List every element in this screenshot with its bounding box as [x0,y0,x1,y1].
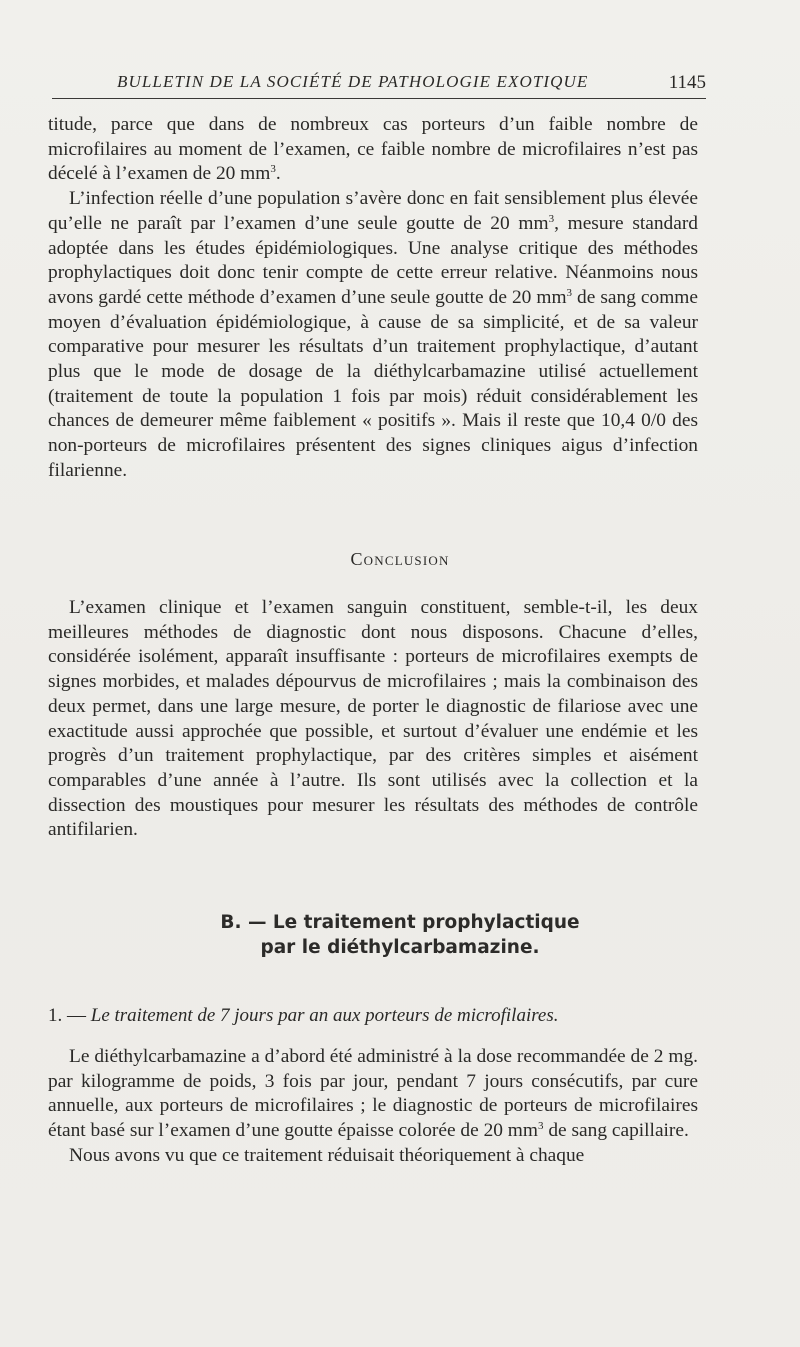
paragraph-1-text: titude, parce que dans de nombreux cas porteurs d’un faible nombre de microfilaires au moment de l’examen, ce faible nombre de microfilaires n’est pas décelé à l’examen de 20 mm [48,114,698,185]
paragraph-2-text-c: de sang comme moyen d’évaluation épidémiologique, à cause de sa simplicité, et de sa valeur comparative pour mesurer les résultats d’un traitement prophylactique, d’autant plus que le mode de dosage de la diéthylcarbamazine utilisé actuellement (traitement de toute la population 1 fois par mois) réduit considérablement les chances de demeurer même faiblement « positifs ». Mais il reste que 10,4 0/0 des non-porteurs de microfilaires présentent des signes cliniques aigus d’infection filarienne. [48,286,698,481]
superscript: 3 [537,1120,544,1133]
page-number: 1145 [668,72,706,93]
section-b-line-2: par le diéthylcarbamazine. [260,937,540,958]
running-title: BULLETIN DE LA SOCIÉTÉ DE PATHOLOGIE EXOTIQUE [117,72,589,91]
superscript: 3 [548,212,555,225]
header-rule [52,98,706,99]
subsection-1-heading [48,1003,698,1029]
superscript: 3 [566,286,573,299]
conclusion-paragraph: L’examen clinique et l’examen sanguin constituent, semble-t-il, les deux meilleures méthodes de diagnostic dont nous disposons. Chacune d’elles, considérée isolément, apparaît insuffisante : porteurs de microfilaires exempts de signes morbides, et malades dépourvus de microfilaires ; mais la combinaison des deux permet, dans une large mesure, de porter le diagnostic de filariose avec une exactitude aussi approchée que possible, et surtout d’évaluer une endémie et les progrès d’un traitement prophylactique, par des critères simples et aisément comparables d’une année à l’autre. Ils sont utilisés avec la collection et la dissection des moustiques pour mesurer les résultats des méthodes de contrôle antifilarien. [48,597,698,841]
body-text-top [48,113,698,484]
section-b-line-1: B. — Le traitement prophylactique [220,912,580,933]
paragraph-1 [48,113,698,187]
body-text-bottom [48,1045,698,1169]
paragraph-2 [48,187,698,483]
paragraph-2-text-b: , mesure standard adoptée dans les études épidémiologiques. Une analyse critique des méthodes prophylactiques doit donc tenir compte de cette erreur relative. Néanmoins nous avons gardé cette méthode d’examen d’une seule goutte de 20 mm [48,212,699,308]
paragraph-3 [48,1045,698,1144]
paragraph-2-text-a: L’infection réelle d’une population s’avère donc en fait sensiblement plus élevée qu’elle ne paraît par l’examen d’une seule goutte de 20 mm [48,188,698,234]
superscript: 3 [270,163,276,176]
paragraph-3-text-b: de sang capillaire. [543,1120,689,1142]
paragraph-4: Nous avons vu que ce traitement réduisait théoriquement à chaque [69,1144,585,1166]
paragraph-1-end: . [275,163,281,185]
section-b-heading [0,910,800,960]
paragraph-3-text-a: Le diéthylcarbamazine a d’abord été administré à la dose recommandée de 2 mg. par kilogramme de poids, 3 fois par jour, pendant 7 jours consécutifs, par cure annuelle, aux porteurs de microfilaires ; le diagnostic de porteurs de microfilaires étant basé sur l’examen d’une goutte épaisse colorée de 20 mm [48,1046,698,1142]
conclusion-heading: Conclusion [350,549,450,569]
page-header [50,70,706,98]
subsection-number: 1. — [48,1005,86,1026]
conclusion-body [48,596,698,843]
subsection-title: Le traitement de 7 jours par an aux porteurs de microfilaires. [90,1005,559,1026]
